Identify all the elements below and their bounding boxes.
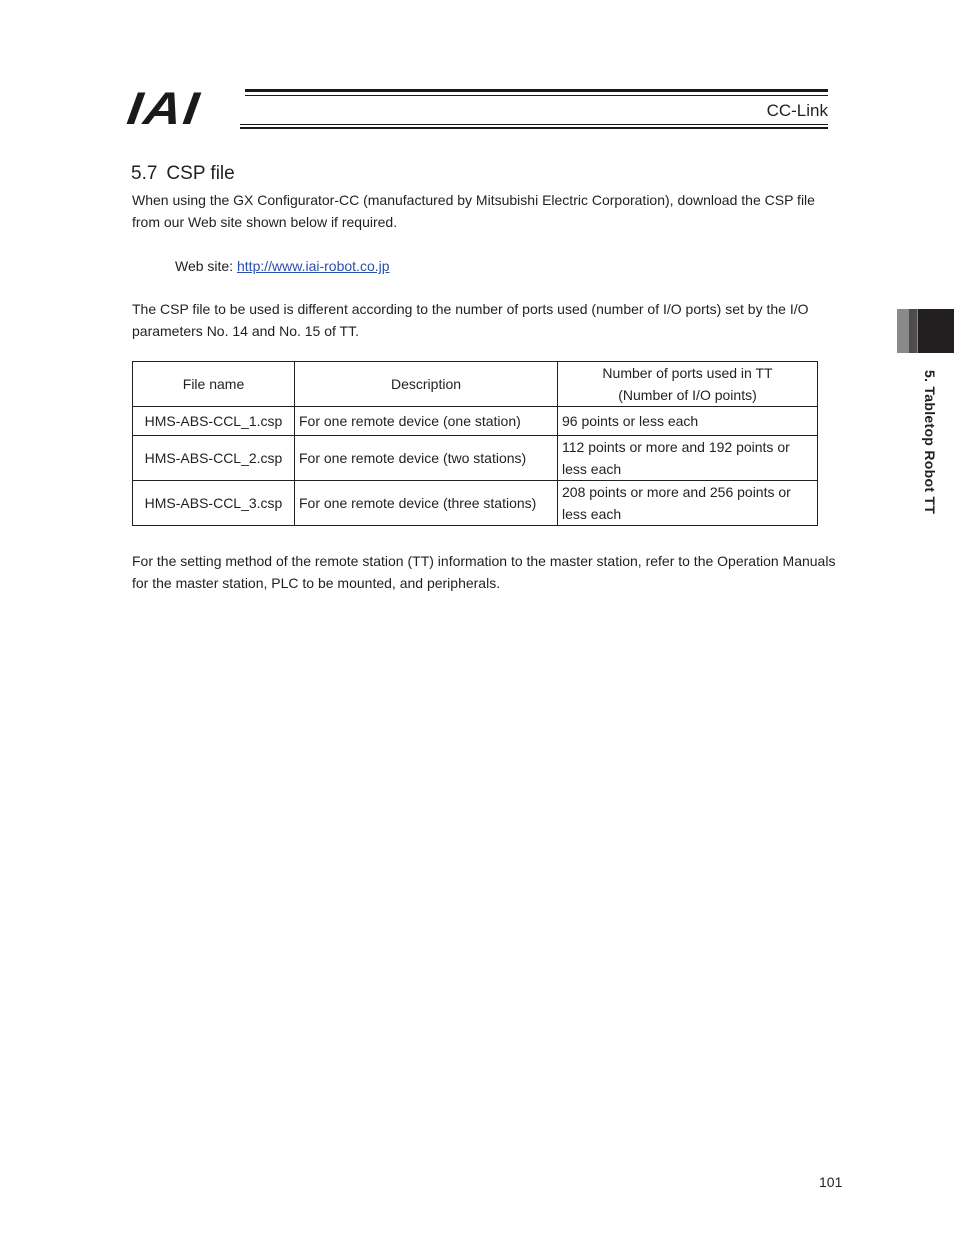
- section-title-text: CSP file: [166, 163, 235, 184]
- cell-file: HMS-ABS-CCL_1.csp: [133, 407, 295, 436]
- cell-ports-line1: 96 points or less each: [562, 413, 699, 429]
- website-label: Web site:: [175, 258, 234, 274]
- website-link[interactable]: http://www.iai-robot.co.jp: [237, 258, 390, 274]
- table-row: [133, 481, 818, 526]
- section-number: 5.7: [131, 163, 158, 184]
- table-row: [133, 436, 818, 481]
- ports-paragraph: The CSP file to be used is different according to the number of ports used (number of I/O ports) set by the I/O parameters No. 14 and No. 15 of TT.: [132, 301, 809, 339]
- cell-description: For one remote device (two stations): [295, 436, 558, 481]
- cell-ports-line2: less each: [562, 461, 622, 477]
- header-ports: [558, 362, 818, 407]
- cell-file: HMS-ABS-CCL_2.csp: [133, 436, 295, 481]
- side-tab-label: 5. Tabletop Robot TT: [922, 370, 938, 515]
- header-file-name: File name: [133, 362, 295, 407]
- header-ports-line1: Number of ports used in TT: [602, 365, 773, 381]
- cell-description: For one remote device (three stations): [295, 481, 558, 526]
- header-rule-top-thin: [245, 95, 828, 96]
- cell-ports: [558, 481, 818, 526]
- side-tab-black-block: [918, 309, 954, 353]
- csp-file-table: [132, 361, 818, 526]
- header-rule-bottom: [240, 127, 828, 129]
- section-title: [131, 163, 235, 185]
- cell-ports: [558, 407, 818, 436]
- iai-logo: IAI: [124, 83, 204, 135]
- intro-paragraph: When using the GX Configurator-CC (manufactured by Mitsubishi Electric Corporation), download the CSP file from our Web site shown below if required.: [132, 192, 815, 230]
- page-number: 101: [819, 1174, 843, 1190]
- header-rule-top: [245, 89, 828, 92]
- table-row: [133, 407, 818, 436]
- website-line: [175, 255, 390, 277]
- header-description: Description: [295, 362, 558, 407]
- cell-description: For one remote device (one station): [295, 407, 558, 436]
- cell-ports: [558, 436, 818, 481]
- header-ports-line2: (Number of I/O points): [618, 387, 757, 403]
- side-tab-dark-grey-block: [909, 309, 917, 353]
- cell-file: HMS-ABS-CCL_3.csp: [133, 481, 295, 526]
- header-rule-bottom-thin: [240, 124, 828, 125]
- table-header-row: [133, 362, 818, 407]
- closing-paragraph: For the setting method of the remote station (TT) information to the master station, refer to the Operation Manuals for the master station, PLC to be mounted, and peripherals.: [132, 553, 836, 591]
- header-label: CC-Link: [766, 101, 828, 120]
- cell-ports-line1: 208 points or more and 256 points or: [562, 484, 791, 500]
- cell-ports-line2: less each: [562, 506, 622, 522]
- cell-ports-line1: 112 points or more and 192 points or: [562, 439, 790, 455]
